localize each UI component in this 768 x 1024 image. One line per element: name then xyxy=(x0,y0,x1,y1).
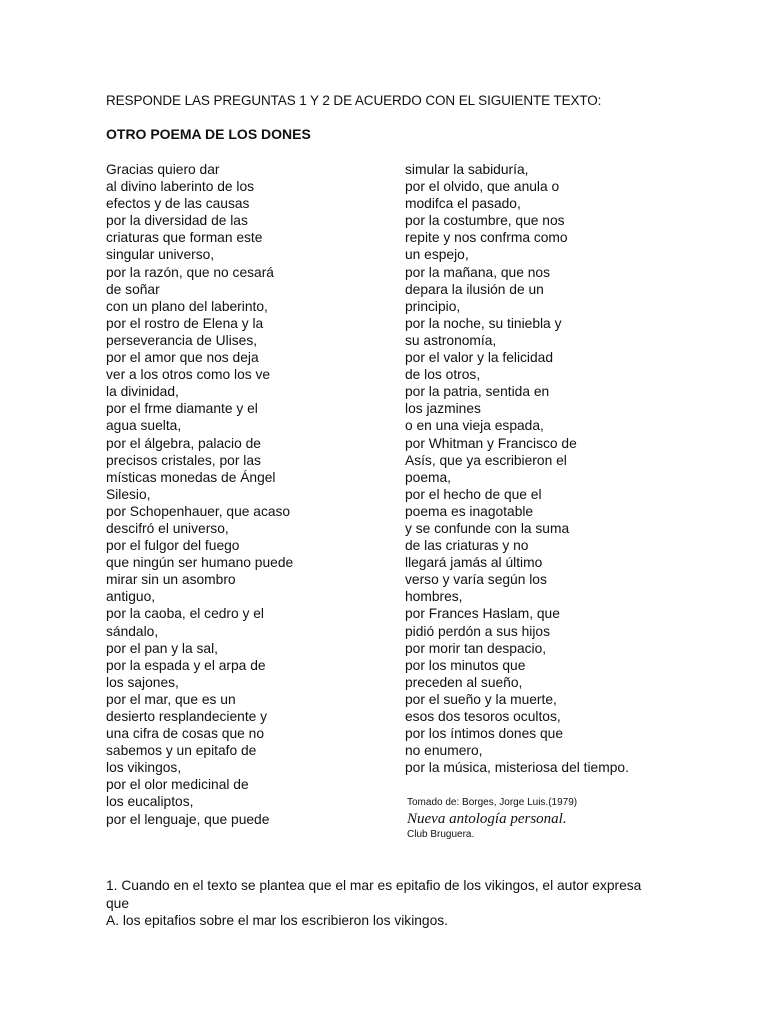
poem-line: simular la sabiduría, xyxy=(405,162,529,177)
poem-line: criaturas que forman este xyxy=(106,230,263,246)
poem-right-column xyxy=(405,161,629,776)
poem-line: desierto resplandeciente y xyxy=(106,709,268,724)
poem-line: de las criaturas y no xyxy=(405,538,529,554)
poem-line: por el fulgor del fuego xyxy=(106,538,240,554)
poem-line: por la música, misteriosa del tiempo. xyxy=(405,760,629,776)
question-1-stem-line2: que xyxy=(106,895,130,911)
poem-line: al divino laberinto de los xyxy=(106,179,255,195)
poem-line: por el lenguaje, que puede xyxy=(106,811,270,827)
poem-line: Gracias quiero dar xyxy=(106,162,220,177)
poem-line: pidió perdón a sus hijos xyxy=(405,623,550,639)
poem-line: poema es inagotable xyxy=(405,503,534,519)
poem-line: por el frme diamante y el xyxy=(106,401,258,417)
poem-line: precisos cristales, por las xyxy=(106,452,261,468)
poem-line: por el sueño y la muerte, xyxy=(405,691,557,707)
poem-line: por la espada y el arpa de xyxy=(106,657,266,673)
poem-line: por el pan y la sal, xyxy=(106,640,218,656)
poem-line: poema, xyxy=(405,469,452,485)
poem-line: por el mar, que es un xyxy=(106,691,236,707)
poem-line: descifró el universo, xyxy=(106,520,229,536)
poem-line: por el amor que nos deja xyxy=(106,350,259,366)
poem-line: que ningún ser humano puede xyxy=(106,555,294,571)
poem-line: no enumero, xyxy=(405,743,483,759)
poem-line: mirar sin un asombro xyxy=(106,572,236,588)
poem-line: sabemos y un epitafo de xyxy=(106,743,257,759)
poem-line: perseverancia de Ulises, xyxy=(106,332,258,348)
poem-line: efectos y de las causas xyxy=(106,196,250,212)
poem-line: repite y nos confrma como xyxy=(405,230,568,246)
poem-line: o en una vieja espada, xyxy=(405,418,544,434)
poem-line: por morir tan despacio, xyxy=(405,640,547,656)
poem-line: por la mañana, que nos xyxy=(405,264,550,280)
poem-line: de los otros, xyxy=(405,367,481,383)
poem-line: por la diversidad de las xyxy=(106,213,248,229)
poem-line: por la patria, sentida en xyxy=(405,384,550,400)
poem-line: por Schopenhauer, que acaso xyxy=(106,503,291,519)
source-publisher: Club Bruguera. xyxy=(407,829,475,840)
poem-line: su astronomía, xyxy=(405,332,497,348)
source-book-title: Nueva antología personal. xyxy=(407,811,567,827)
poem-line: los vikingos, xyxy=(106,760,182,776)
poem-line: por el olor medicinal de xyxy=(106,777,249,793)
poem-line: modifca el pasado, xyxy=(405,196,521,212)
poem-line: los sajones, xyxy=(106,674,179,690)
instruction-text: RESPONDE LAS PREGUNTAS 1 Y 2 DE ACUERDO CON EL SIGUIENTE TEXTO: xyxy=(106,93,602,108)
poem-line: una cifra de cosas que no xyxy=(106,726,265,742)
poem-line: por el valor y la felicidad xyxy=(405,350,554,366)
poem-line: un espejo, xyxy=(405,247,469,263)
poem-line: singular universo, xyxy=(106,247,215,263)
poem-line: por la razón, que no cesará xyxy=(106,264,274,280)
poem-left-column xyxy=(106,161,293,828)
poem-line: llegará jamás al último xyxy=(405,555,543,571)
poem-line: verso y varía según los xyxy=(405,572,547,588)
poem-line: por Frances Haslam, que xyxy=(405,606,560,622)
poem-line: con un plano del laberinto, xyxy=(106,298,268,314)
poem-line: principio, xyxy=(405,298,461,314)
poem-line: por los íntimos dones que xyxy=(405,726,563,742)
poem-line: por el álgebra, palacio de xyxy=(106,435,261,451)
poem-line: de soñar xyxy=(106,281,160,297)
poem-line: por los minutos que xyxy=(405,657,526,673)
question-1 xyxy=(106,877,696,930)
poem-line: antiguo, xyxy=(106,589,156,605)
poem-line: místicas monedas de Ángel xyxy=(106,469,276,485)
question-1-option-a: A. los epitafios sobre el mar los escribieron los vikingos. xyxy=(106,913,449,928)
poem-line: preceden al sueño, xyxy=(405,674,523,690)
poem-line: esos dos tesoros ocultos, xyxy=(405,709,561,724)
poem-line: Asís, que ya escribieron el xyxy=(405,452,567,468)
poem-line: sándalo, xyxy=(106,623,159,639)
poem-line: la divinidad, xyxy=(106,384,179,400)
poem-line: los jazmines xyxy=(405,401,481,417)
poem-line: por la caoba, el cedro y el xyxy=(106,606,264,622)
question-1-stem-line1: 1. Cuando en el texto se plantea que el mar es epitafio de los vikingos, el autor expresa xyxy=(106,878,642,893)
poem-title: OTRO POEMA DE LOS DONES xyxy=(106,126,311,142)
poem-line: hombres, xyxy=(405,589,463,605)
poem-line: ver a los otros como los ve xyxy=(106,367,271,383)
poem-line: depara la ilusión de un xyxy=(405,281,544,297)
poem-line: por Whitman y Francisco de xyxy=(405,435,577,451)
poem-line: agua suelta, xyxy=(106,418,182,434)
poem-line: por el olvido, que anula o xyxy=(405,179,560,195)
poem-line: y se confunde con la suma xyxy=(405,520,570,536)
source-cite: Tomado de: Borges, Jorge Luis.(1979) xyxy=(407,797,578,808)
poem-line: los eucaliptos, xyxy=(106,794,194,810)
poem-line: por la noche, su tiniebla y xyxy=(405,315,562,331)
poem-line: por el rostro de Elena y la xyxy=(106,315,264,331)
source-citation xyxy=(407,796,577,842)
poem-line: por la costumbre, que nos xyxy=(405,213,565,229)
poem-line: Silesio, xyxy=(106,486,151,502)
poem-line: por el hecho de que el xyxy=(405,486,542,502)
